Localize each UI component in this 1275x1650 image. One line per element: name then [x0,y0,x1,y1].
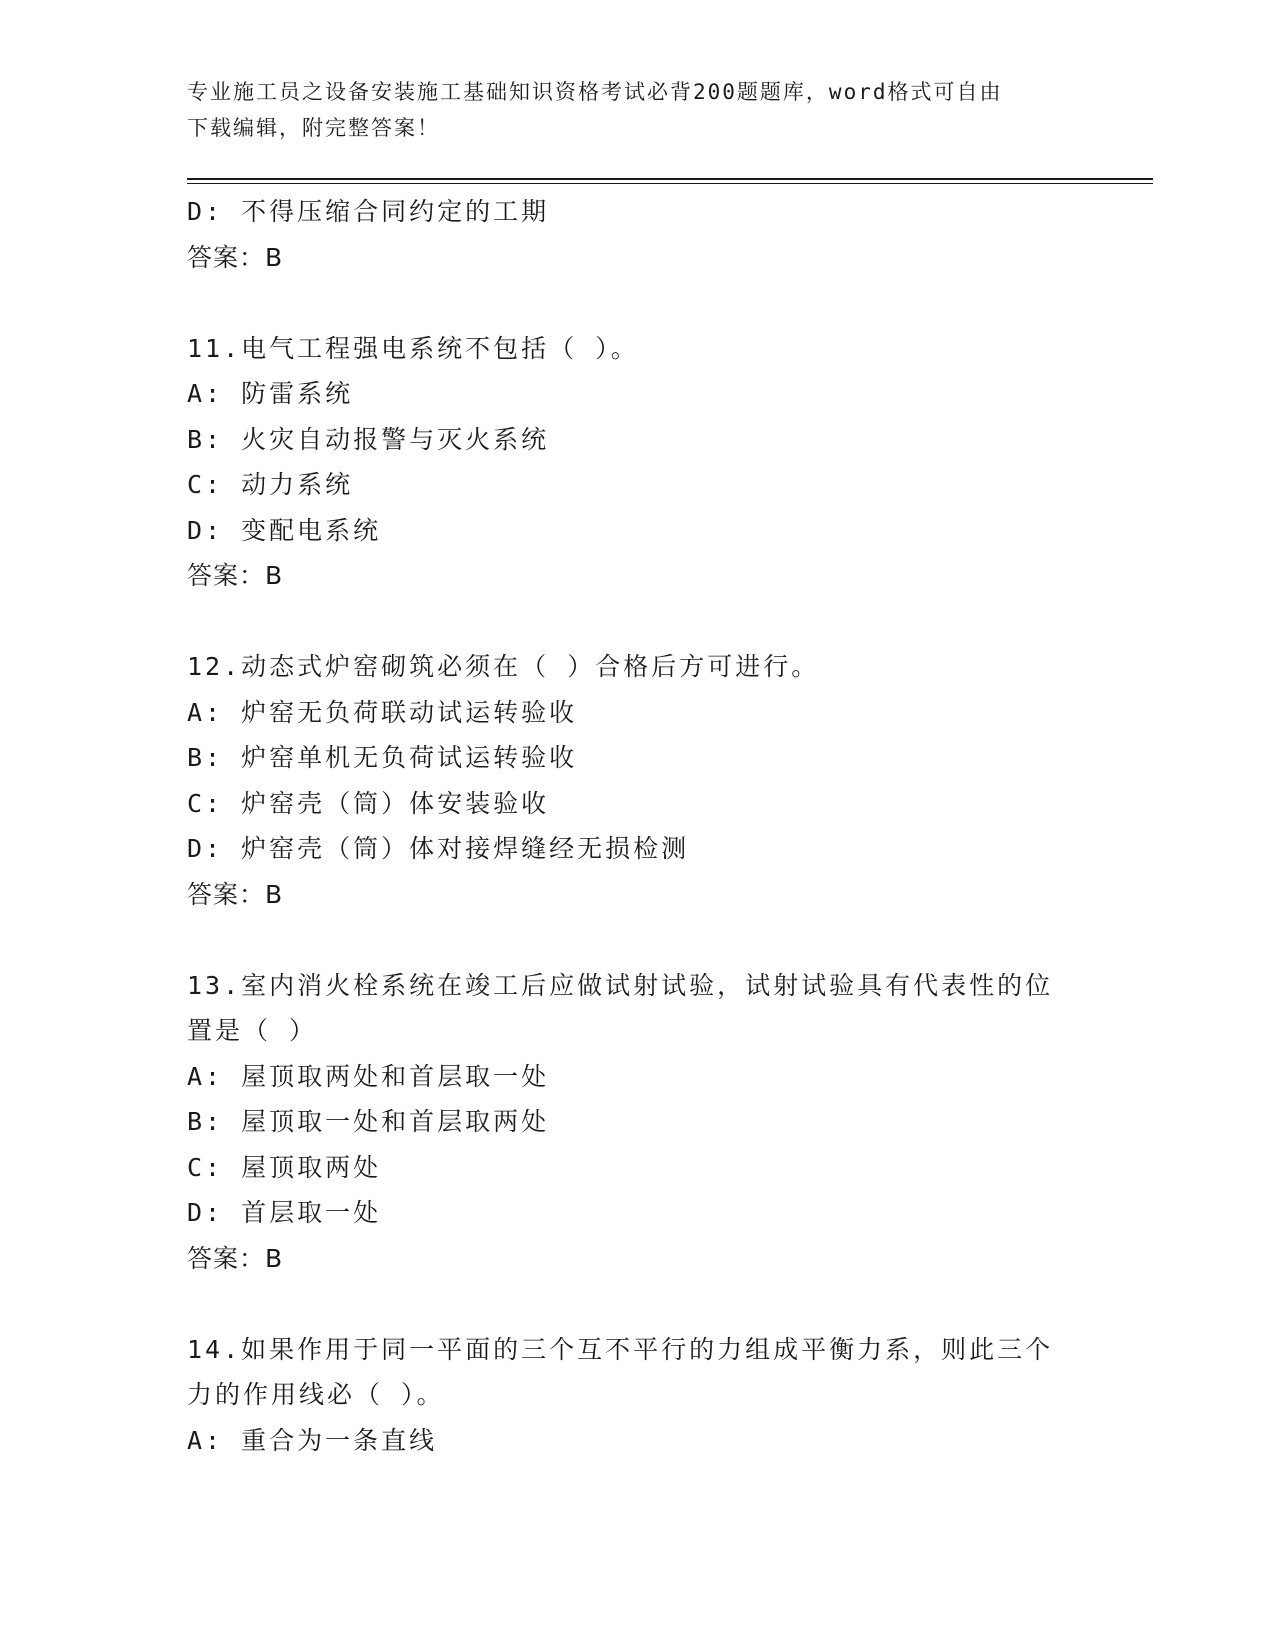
header-divider [187,178,1153,184]
option-a: A: 屋顶取两处和首层取一处 [187,1061,550,1091]
question-stem-14-line-1: 14.如果作用于同一平面的三个互不平行的力组成平衡力系，则此三个 [187,1334,1054,1364]
option-c: C: 动力系统 [187,470,354,499]
option-b: B: 火灾自动报警与灭火系统 [187,424,550,454]
answer: 答案：B [187,1243,284,1273]
question-stem-13-line-1: 13.室内消火栓系统在竣工后应做试射试验，试射试验具有代表性的位 [187,970,1054,1000]
answer: 答案：B [187,879,284,909]
answer: 答案：B [187,561,284,590]
spacer [187,1281,1077,1327]
question-stem-11: 11.电气工程强电系统不包括（ ）。 [187,333,639,363]
option-c: C: 屋顶取两处 [187,1152,382,1182]
question-stem-13-line-2: 置是（ ） [187,1016,318,1045]
question-list [187,189,1077,1463]
option-b: B: 屋顶取一处和首层取两处 [187,1107,550,1136]
option-c: C: 炉窑壳（筒）体安装验收 [187,788,550,818]
question-stem-12: 12.动态式炉窑砌筑必须在（ ）合格后方可进行。 [187,652,820,681]
question-stem-14-line-2: 力的作用线必（ ）。 [187,1380,445,1409]
spacer [187,917,1077,963]
option-b: B: 炉窑单机无负荷试运转验收 [187,743,578,772]
document-header [187,74,1067,146]
option-a: A: 重合为一条直线 [187,1425,438,1455]
option-d: D: 炉窑壳（筒）体对接焊缝经无损检测 [187,834,690,863]
answer: 答案：B [187,242,284,272]
header-line-2: 下载编辑，附完整答案！ [187,116,440,140]
spacer [187,280,1077,326]
option-d: D: 首层取一处 [187,1198,382,1227]
option-a: A: 炉窑无负荷联动试运转验收 [187,697,578,727]
option-d: D: 不得压缩合同约定的工期 [187,197,550,226]
option-d: D: 变配电系统 [187,515,382,545]
header-line-1: 专业施工员之设备安装施工基础知识资格考试必背200题题库，word格式可自由 [187,80,1003,104]
spacer [187,599,1077,645]
option-a: A: 防雷系统 [187,379,354,408]
